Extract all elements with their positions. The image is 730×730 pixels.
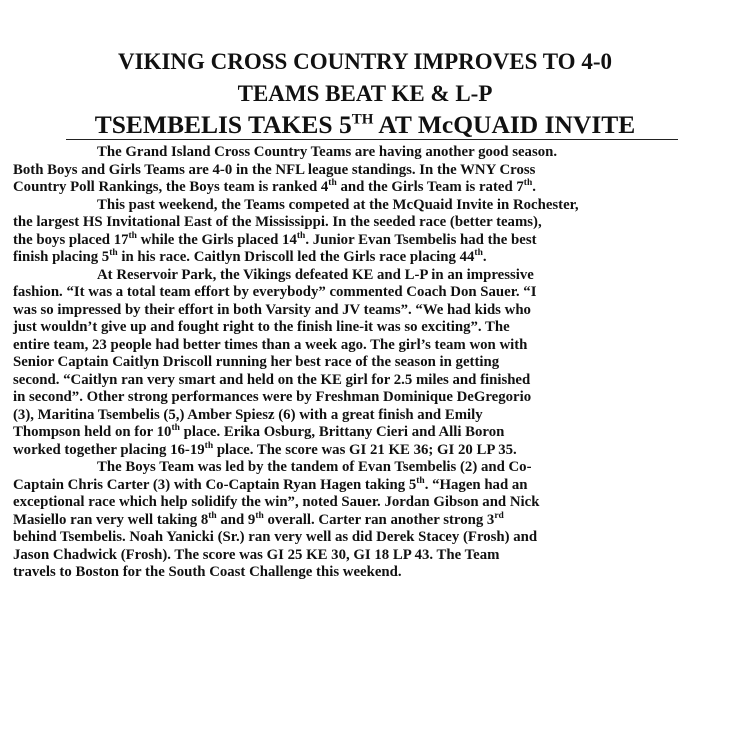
text-run: .: [482, 249, 487, 265]
ordinal-suffix: rd: [494, 510, 504, 521]
ordinal-suffix: th: [255, 510, 264, 521]
text-run: just wouldn’t give up and fought right to the finish line-it was so exciting”. The: [13, 319, 510, 335]
ordinal-suffix: th: [128, 230, 137, 241]
article-line: [13, 337, 719, 355]
text-run: Both Boys and Girls Teams are 4-0 in the NFL league standings. In the WNY Cross: [13, 161, 536, 178]
paragraph-first-line: [13, 267, 719, 285]
text-run: (3), Maritina Tsembelis (5,) Amber Spiesz (6) with a great finish and Emily: [13, 406, 483, 423]
ordinal-suffix: th: [416, 475, 425, 486]
article-line: [13, 494, 719, 512]
text-run: . Junior Evan Tsembelis had the best: [305, 231, 537, 248]
article-line: [13, 179, 719, 197]
text-run: and 9: [216, 511, 256, 528]
ordinal-suffix: th: [474, 248, 483, 259]
ordinal-suffix: th: [523, 178, 533, 189]
paragraph-first-line: [13, 197, 719, 215]
paragraph-first-line: [13, 144, 719, 162]
text-run: The Boys Team was led by the tandem of Evan Tsembelis (2) and Co-: [97, 459, 532, 475]
article-line: [13, 249, 719, 267]
article-line: [13, 442, 719, 460]
article-line: [13, 162, 719, 180]
text-run: Captain Chris Carter (3) with Co-Captain Ryan Hagen taking 5: [13, 476, 417, 493]
article-line: [13, 232, 719, 250]
article-line: [13, 372, 719, 390]
text-run: overall. Carter ran another strong 3: [263, 511, 495, 528]
text-run: behind Tsembelis. Noah Yanicki (Sr.) ran very well as did Derek Stacey (Frosh) and: [13, 529, 538, 545]
ordinal-suffix: th: [208, 510, 217, 521]
article-body: [13, 144, 719, 582]
text-run: and the Girls Team is rated 7: [336, 179, 524, 195]
article-line: [13, 547, 719, 565]
text-run: At Reservoir Park, the Vikings defeated KE and L-P in an impressive: [97, 266, 534, 283]
text-run: .: [532, 179, 536, 195]
text-run: finish placing 5: [13, 249, 110, 265]
headline-line-1: VIKING CROSS COUNTRY IMPROVES TO 4-0: [118, 49, 612, 74]
article-line: [13, 319, 719, 337]
article-line: [13, 302, 719, 320]
article-line: [13, 284, 719, 302]
text-run: Senior Captain Caitlyn Driscoll running her best race of the season in getting: [13, 354, 500, 370]
text-run: in his race. Caitlyn Driscoll led the Girls race placing 44: [117, 249, 475, 265]
text-run: Country Poll Rankings, the Boys team is ranked 4: [13, 179, 329, 195]
text-run: the largest HS Invitational East of the Mississippi. In the seeded race (better teams),: [13, 214, 542, 230]
text-run: in second”. Other strong performances were by Freshman Dominique DeGregorio: [13, 389, 532, 405]
text-run: exceptional race which help solidify the win”, noted Sauer. Jordan Gibson and Nick: [13, 494, 540, 510]
ordinal-suffix: th: [328, 178, 337, 189]
article-line: [13, 424, 719, 442]
text-run: . “Hagen had an: [424, 476, 528, 493]
text-run: TSEMBELIS TAKES 5: [94, 110, 352, 139]
text-run: Jason Chadwick (Frosh). The score was GI 25 KE 30, GI 18 LP 43. The Team: [13, 546, 500, 563]
headline-line-2: TEAMS BEAT KE & L-P: [237, 81, 493, 106]
headline-divider: [66, 139, 678, 140]
text-run: fashion. “It was a total team effort by everybody” commented Coach Don Sauer. “I: [13, 284, 537, 300]
text-run: entire team, 23 people had better times than a week ago. The girl’s team won with: [13, 336, 528, 353]
article-line: [13, 214, 719, 232]
text-run: worked together placing 16-19: [13, 441, 205, 458]
text-run: was so impressed by their effort in both Varsity and JV teams”. “We had kids who: [13, 301, 531, 318]
text-run: The Grand Island Cross Country Teams are having another good season.: [97, 144, 558, 160]
text-run: place. The score was GI 21 KE 36; GI 20 LP 35.: [213, 441, 517, 458]
ordinal-suffix: th: [171, 423, 180, 434]
article-line: [13, 389, 719, 407]
ordinal-suffix: TH: [351, 111, 374, 128]
text-run: while the Girls placed 14: [136, 231, 297, 248]
text-run: place. Erika Osburg, Brittany Cieri and Alli Boron: [179, 424, 505, 440]
article-line: [13, 529, 719, 547]
text-run: travels to Boston for the South Coast Challenge this weekend.: [13, 564, 402, 580]
article-line: [13, 564, 719, 582]
article-line: [13, 407, 719, 425]
article-line: [13, 477, 719, 495]
ordinal-suffix: th: [296, 230, 306, 241]
article-line: [13, 512, 719, 530]
headline-line-3: [40, 112, 690, 138]
ordinal-suffix: th: [204, 440, 214, 451]
text-run: Thompson held on for 10: [13, 424, 172, 440]
text-run: second. “Caitlyn ran very smart and held on the KE girl for 2.5 miles and finished: [13, 371, 531, 388]
ordinal-suffix: th: [109, 248, 118, 259]
text-run: This past weekend, the Teams competed at the McQuaid Invite in Rochester,: [97, 196, 579, 213]
article-line: [13, 354, 719, 372]
text-run: AT McQUAID INVITE: [373, 110, 636, 139]
text-run: the boys placed 17: [13, 231, 129, 248]
text-run: Masiello ran very well taking 8: [13, 511, 209, 528]
paragraph-first-line: [13, 459, 719, 477]
